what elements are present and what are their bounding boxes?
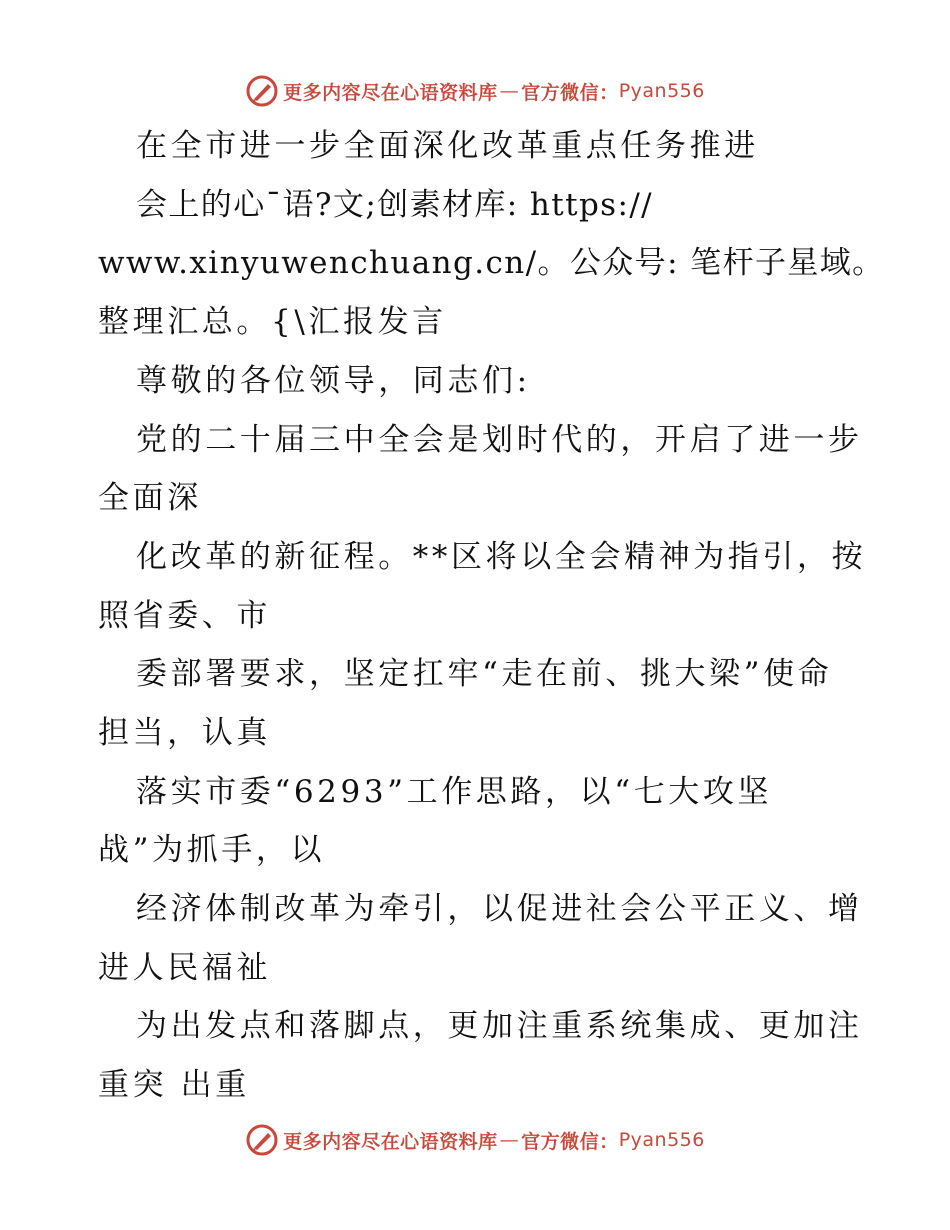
text-line: 整理汇总。{\汇报发言 [98, 304, 447, 340]
header-watermark [0, 71, 950, 111]
text-line: 尊敬的各位领导，同志们: [136, 363, 531, 399]
text-line: 重突 出重 [98, 1067, 250, 1103]
text-line: 委部署要求，坚定扛牢“走在前、挑大梁”使命 [136, 656, 833, 692]
text-line: 经济体制改革为牵引，以促进社会公平正义、增 [136, 891, 863, 927]
watermark-wechat-label: 官方微信： [521, 1130, 619, 1153]
watermark-dash: — [499, 1129, 520, 1151]
watermark-dash: — [499, 80, 520, 102]
text-line: 化改革的新征程。**区将以全会精神为指引，按 [136, 539, 867, 575]
watermark-wechat-label: 官方微信： [521, 81, 619, 104]
footer-watermark [0, 1120, 950, 1160]
text-line: 为出发点和落脚点，更加注重系统集成、更加注 [136, 1008, 863, 1044]
watermark-main-text: 更多内容尽在心语资料库 [283, 1130, 498, 1153]
text-line: 担当，认真 [98, 715, 271, 751]
watermark-wechat-id: Pyan556 [618, 80, 705, 102]
text-line: 落实市委“6293”工作思路，以“七大攻坚 [136, 774, 773, 810]
text-line: 战”为抓手，以 [98, 832, 326, 868]
text-line: www.xinyuwenchuang.cn/。公众号: 笔杆子星域。 [98, 245, 885, 281]
pen-logo-icon [245, 1123, 279, 1157]
text-line: 党的二十届三中全会是划时代的，开启了进一步 [136, 422, 863, 458]
pen-logo-icon [245, 74, 279, 108]
text-line: 在全市进一步全面深化改革重点任务推进 [136, 128, 759, 164]
text-line: 会上的心¯语?文;创素材库: https:// [136, 187, 654, 223]
watermark-main-text: 更多内容尽在心语资料库 [283, 81, 498, 104]
text-line: 进人民福祉 [98, 950, 271, 986]
text-line: 照省委、市 [98, 598, 271, 634]
text-line: 全面深 [98, 480, 202, 516]
watermark-wechat-id: Pyan556 [618, 1129, 705, 1151]
